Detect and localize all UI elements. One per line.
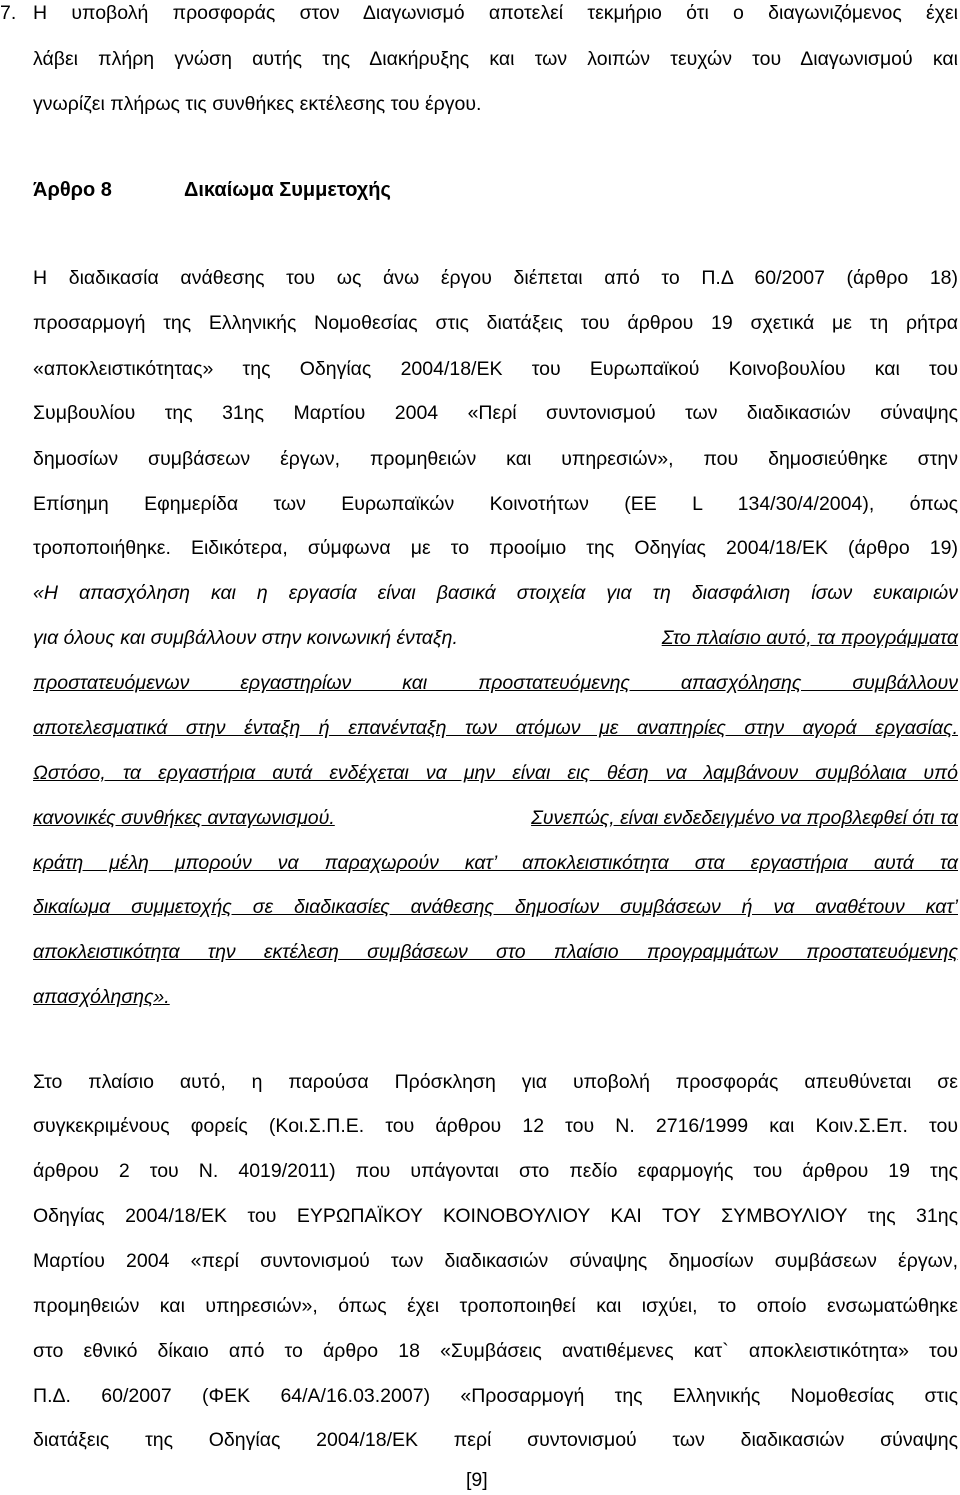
- article-title: Δικαίωμα Συμμετοχής: [184, 179, 391, 201]
- paragraph2-line-6: προμηθειών και υπηρεσιών», όπως έχει τροποποιηθεί και ισχύει, το οποίο ενσωματώθηκε: [33, 1295, 958, 1317]
- paragraph1-line-16: αποκλειστικότητα την εκτέλεση συμβάσεων στο πλαίσιο προγραμμάτων προστατευόμενης: [33, 941, 958, 963]
- paragraph1-line-4: Συμβουλίου της 31ης Μαρτίου 2004 «Περί συντονισμού των διαδικασιών σύναψης: [33, 402, 958, 424]
- paragraph2-line-8: Π.Δ. 60/2007 (ΦΕΚ 64/Α/16.03.2007) «Προσαρμογή της Ελληνικής Νομοθεσίας στις: [33, 1385, 958, 1407]
- paragraph2-line-9: διατάξεις της Οδηγίας 2004/18/ΕΚ περί συντονισμού των διαδικασιών σύναψης: [33, 1429, 958, 1451]
- paragraph1-line-11: αποτελεσματικά στην ένταξη ή επανένταξη των ατόμων με αναπηρίες στην αγορά εργασίας.: [33, 717, 958, 739]
- paragraph1-line-13-part-b: Συνεπώς, είναι ενδεδειγμένο να προβλεφθεί ότι τα: [531, 807, 958, 829]
- paragraph1-line-7: τροποποιήθηκε. Ειδικότερα, σύμφωνα με το προοίμιο της Οδηγίας 2004/18/ΕΚ (άρθρο 19): [33, 537, 958, 559]
- item7-line-2: λάβει πλήρη γνώση αυτής της Διακήρυξης και των λοιπών τευχών του Διαγωνισμού και: [33, 48, 958, 70]
- paragraph1-line-8: «Η απασχόληση και η εργασία είναι βασικά στοιχεία για τη διασφάλιση ίσων ευκαιριών: [33, 582, 958, 604]
- paragraph1-line-9: [33, 625, 958, 651]
- paragraph1-line-14: κράτη μέλη μπορούν να παραχωρούν κατ’ αποκλειστικότητα στα εργαστήρια αυτά τα: [33, 852, 958, 874]
- paragraph2-line-7: στο εθνικό δίκαιο από το άρθρο 18 «Συμβάσεις ανατιθέμενες κατ` αποκλειστικότητα» του: [33, 1340, 958, 1362]
- paragraph1-line-10: προστατευόμενων εργαστηρίων και προστατευόμενης απασχόλησης συμβάλλουν: [33, 672, 958, 694]
- article-label: Άρθρο 8: [33, 179, 112, 201]
- paragraph1-line-13-part-a: κανονικές συνθήκες ανταγωνισμού.: [33, 807, 335, 829]
- paragraph2-line-1: Στο πλαίσιο αυτό, η παρούσα Πρόσκληση για υποβολή προσφοράς απευθύνεται σε: [33, 1071, 958, 1093]
- paragraph1-line-1: Η διαδικασία ανάθεσης του ως άνω έργου διέπεται από το Π.Δ 60/2007 (άρθρο 18): [33, 267, 958, 289]
- paragraph1-line-12: Ωστόσο, τα εργαστήρια αυτά ενδέχεται να μην είναι εις θέση να λαμβάνουν συμβόλαια υπό: [33, 762, 958, 784]
- paragraph1-line-17: απασχόλησης».: [33, 986, 170, 1008]
- item7-line-1: Η υποβολή προσφοράς στον Διαγωνισμό αποτελεί τεκμήριο ότι ο διαγωνιζόμενος έχει: [33, 2, 958, 24]
- paragraph1-line-2: προσαρμογή της Ελληνικής Νομοθεσίας στις διατάξεις του άρθρου 19 σχετικά με τη ρήτρα: [33, 312, 958, 334]
- paragraph2-line-2: συγκεκριμένους φορείς (Κοι.Σ.Π.Ε. του άρθρου 12 του Ν. 2716/1999 και Κοιν.Σ.Επ. του: [33, 1115, 958, 1137]
- paragraph1-line-15: δικαίωμα συμμετοχής σε διαδικασίες ανάθεσης δημοσίων συμβάσεων ή να αναθέτουν κατ’: [33, 896, 958, 918]
- paragraph1-line-6: Επίσημη Εφημερίδα των Ευρωπαϊκών Κοινοτήτων (ΕΕ L 134/30/4/2004), όπως: [33, 493, 958, 515]
- page-number: [9]: [466, 1469, 488, 1491]
- paragraph2-line-4: Οδηγίας 2004/18/ΕΚ του ΕΥΡΩΠΑΪΚΟΥ ΚΟΙΝΟΒΟΥΛΙΟΥ ΚΑΙ ΤΟΥ ΣΥΜΒΟΥΛΙΟΥ της 31ης: [33, 1205, 958, 1227]
- paragraph1-line-9-part-b: Στο πλαίσιο αυτό, τα προγράμματα: [661, 627, 958, 649]
- paragraph1-line-5: δημοσίων συμβάσεων έργων, προμηθειών και υπηρεσιών», που δημοσιεύθηκε στην: [33, 448, 958, 470]
- paragraph1-line-3: «αποκλειστικότητας» της Οδηγίας 2004/18/ΕΚ του Ευρωπαϊκού Κοινοβουλίου και του: [33, 358, 958, 380]
- paragraph1-line-9-part-a: για όλους και συμβάλλουν στην κοινωνική ένταξη.: [33, 627, 458, 649]
- item7-line-3: γνωρίζει πλήρως τις συνθήκες εκτέλεσης του έργου.: [33, 93, 482, 115]
- list-item-number: 7.: [0, 2, 17, 24]
- paragraph2-line-5: Μαρτίου 2004 «περί συντονισμού των διαδικασιών σύναψης δημοσίων συμβάσεων έργων,: [33, 1250, 958, 1272]
- paragraph1-line-13: [33, 805, 958, 831]
- paragraph2-line-3: άρθρου 2 του Ν. 4019/2011) που υπάγονται στο πεδίο εφαρμογής του άρθρου 19 της: [33, 1160, 958, 1182]
